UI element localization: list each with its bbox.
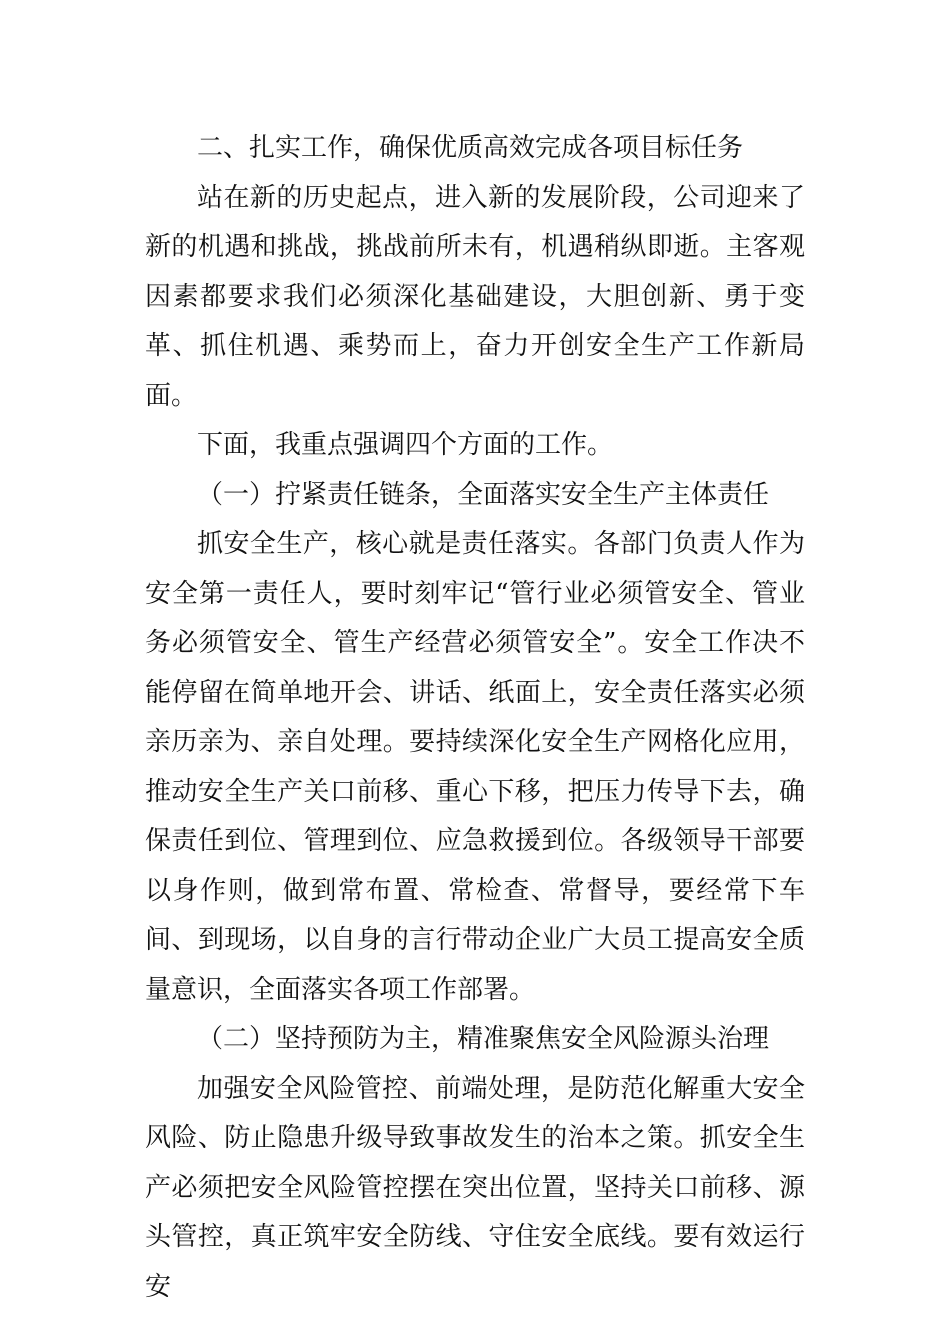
document-body bbox=[145, 124, 805, 1312]
subsection-heading-2: （二）坚持预防为主，精准聚焦安全风险源头治理 bbox=[197, 1024, 770, 1054]
paragraph-risk-control: 加强安全风险管控、前端处理，是防范化解重大安全风险、防止隐患升级导致事故发生的治本之策。抓安全生产必须把安全风险管控摆在突出位置，坚持关口前移、源头管控，真正筑牢安全防线、守住安全底线。要有效运行安 bbox=[145, 1073, 805, 1302]
subsection-heading-1: （一）拧紧责任链条，全面落实安全生产主体责任 bbox=[197, 479, 770, 510]
paragraph-four-aspects-intro: 下面，我重点强调四个方面的工作。 bbox=[197, 430, 614, 460]
paragraph-new-starting-point: 站在新的历史起点，进入新的发展阶段，公司迎来了新的机遇和挑战，挑战前所未有，机遇稍纵即逝。主客观因素都要求我们必须深化基础建设，大胆创新、勇于变革、抓住机遇、乘势而上，奋力开创安全生产工作新局面。 bbox=[145, 182, 805, 411]
paragraph-responsibility: 抓安全生产，核心就是责任落实。各部门负责人作为安全第一责任人，要时刻牢记“管行业必须管安全、管业务必须管安全、管生产经营必须管安全”。安全工作决不能停留在简单地开会、讲话、纸面上，安全责任落实必须亲历亲为、亲自处理。要持续深化安全生产网格化应用，推动安全生产关口前移、重心下移，把压力传导下去，确保责任到位、管理到位、应急救援到位。各级领导干部要以身作则，做到常布置、常检查、常督导，要经常下车间、到现场，以自身的言行带动企业广大员工提高安全质量意识，全面落实各项工作部署。 bbox=[145, 529, 805, 1005]
section-heading-2: 二、扎实工作，确保优质高效完成各项目标任务 bbox=[197, 133, 744, 163]
